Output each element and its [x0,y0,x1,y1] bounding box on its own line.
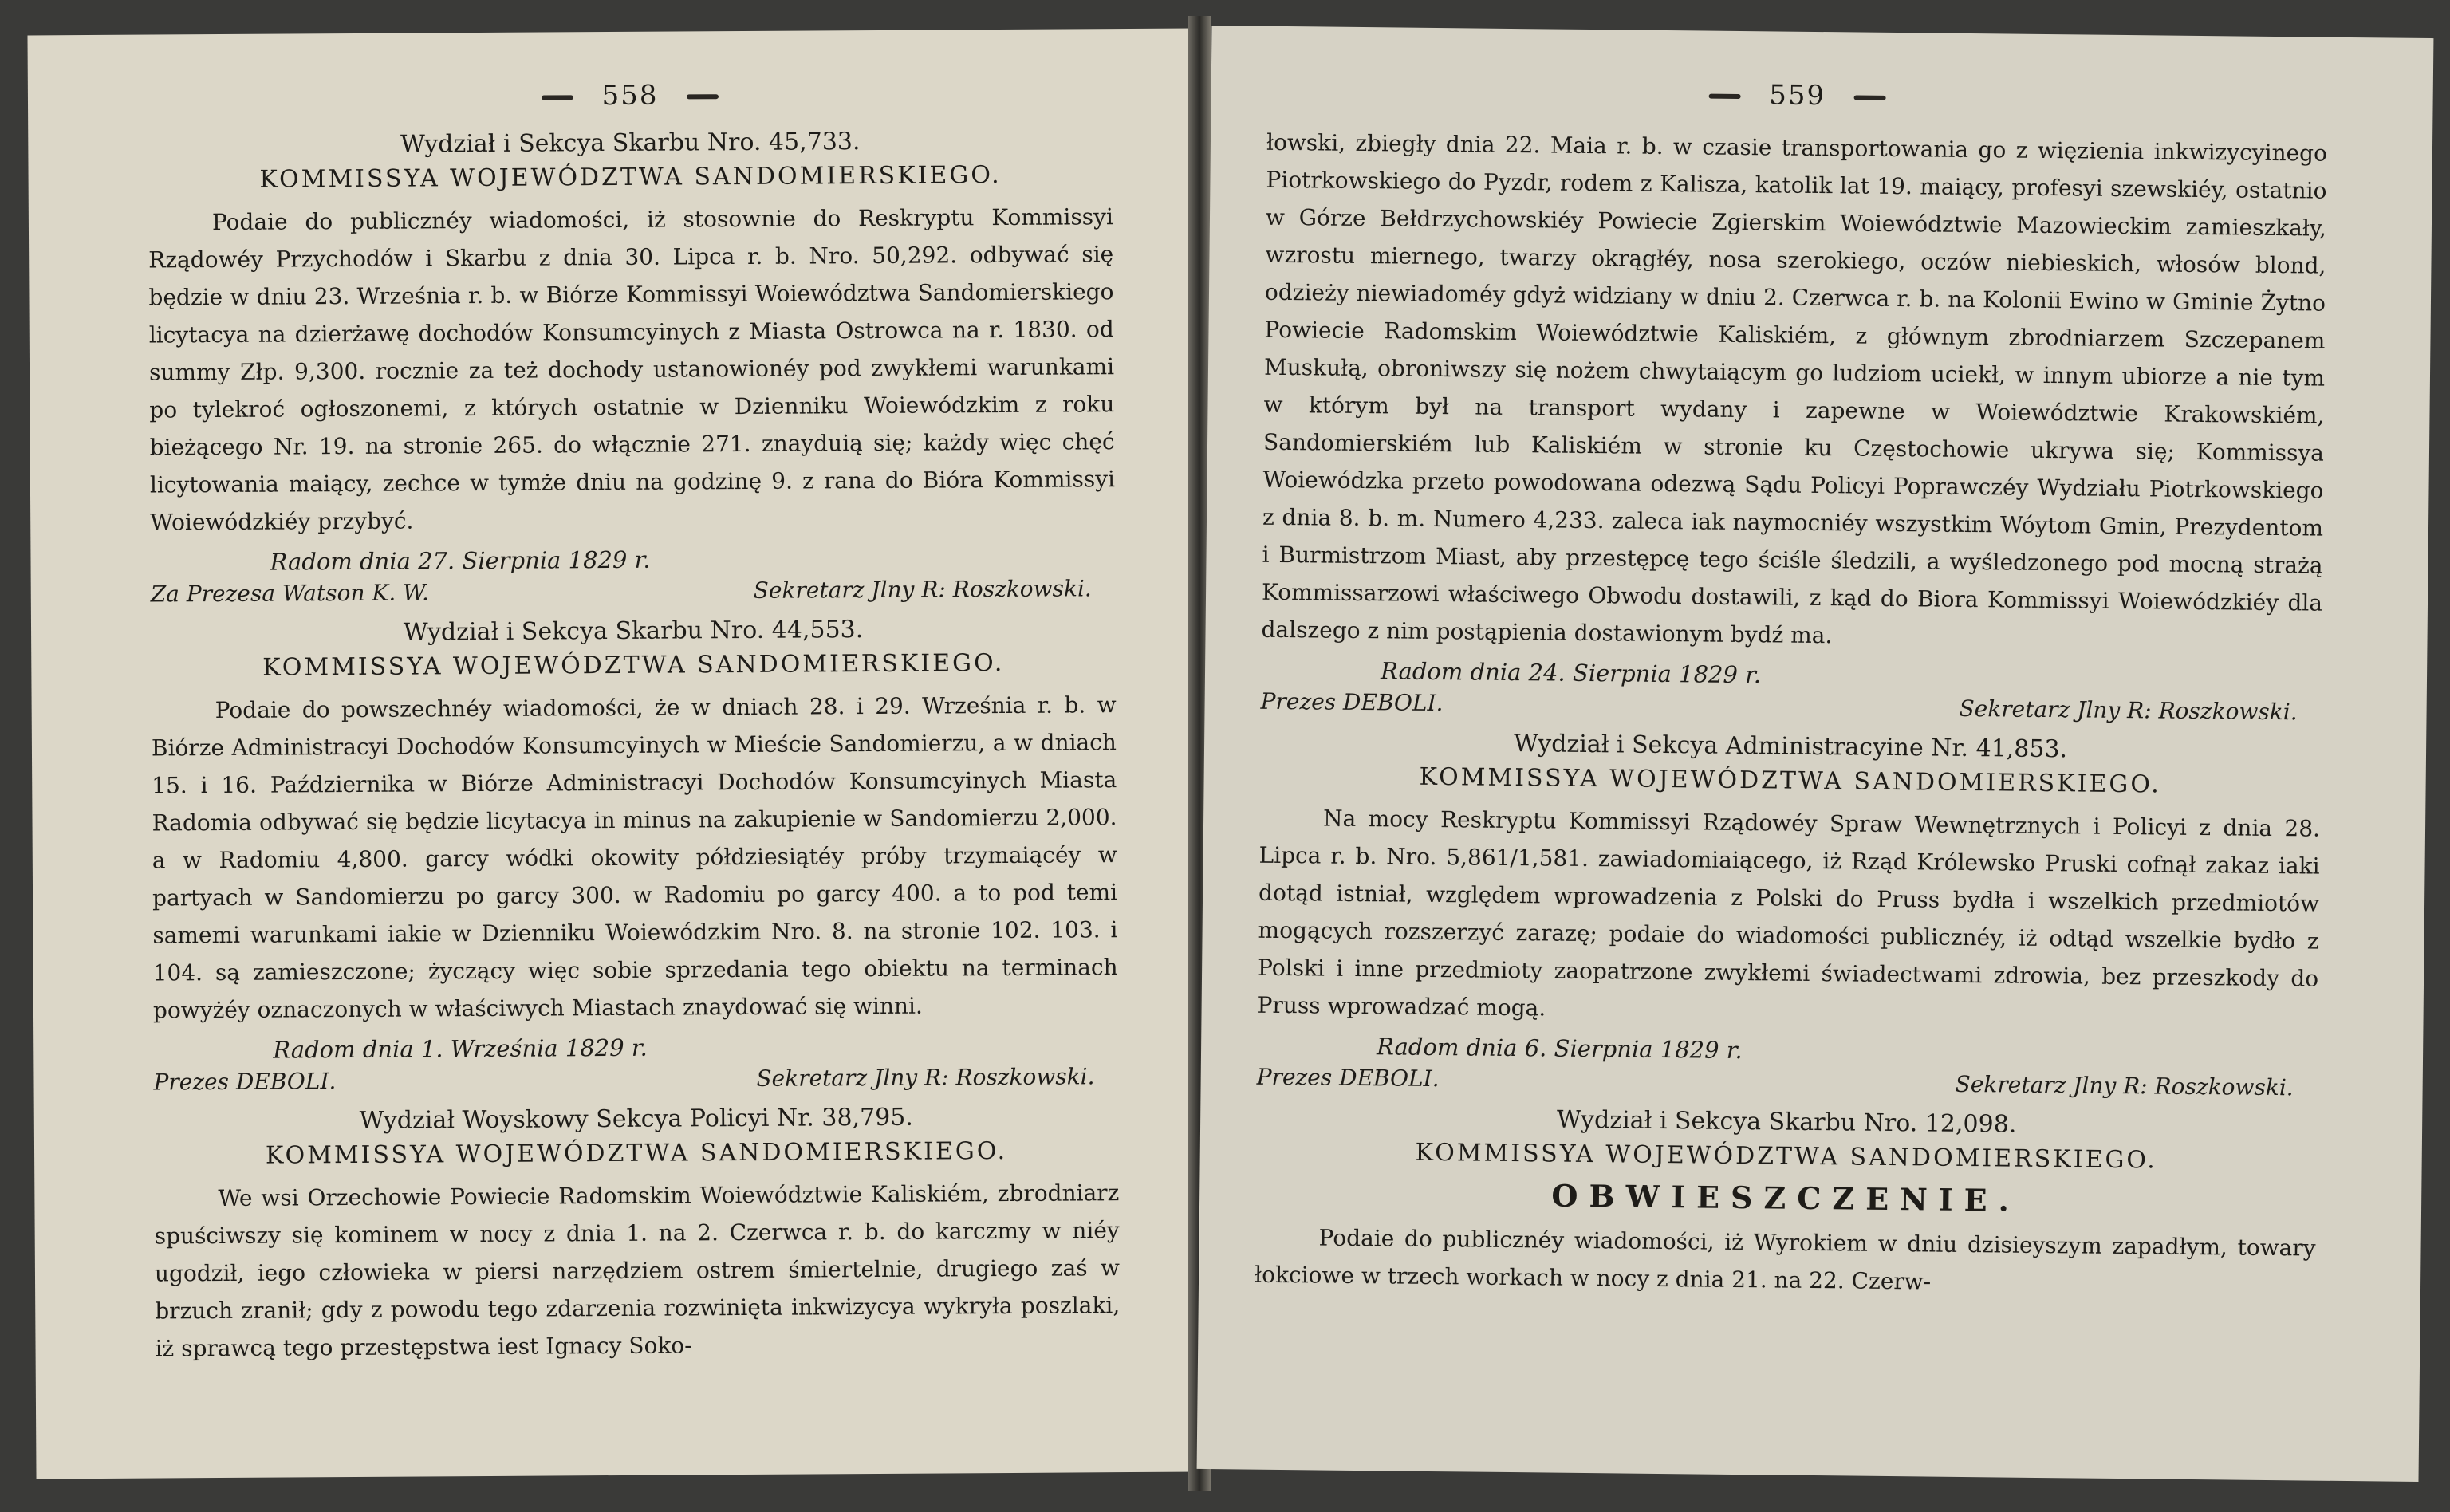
signature-right: Sekretarz Jlny R: Roszkowski. [753,575,1092,604]
signature-line [1257,1064,2318,1101]
commission-title: KOMMISSYA WOJEWÓDZTWA SANDOMIERSKIEGO. [262,649,1005,682]
signature-left: Prezes DEBOLI. [153,1068,337,1096]
notice-reference: Wydział i Sekcya Skarbu Nro. 44,553. [403,616,864,647]
notice-date: Radom dnia 1. Września 1829 r. [273,1034,648,1064]
right-page [1197,26,2434,1482]
signature-line [1260,688,2321,726]
notice-date: Radom dnia 27. Sierpnia 1829 r. [270,545,651,576]
signature-right: Sekretarz Jlny R: Roszkowski. [1955,1070,2294,1101]
commission-title: KOMMISSYA WOJEWÓDZTWA SANDOMIERSKIEGO. [265,1136,1008,1170]
signature-right: Sekretarz Jlny R: Roszkowski. [756,1063,1095,1092]
notice-date: Radom dnia 24. Sierpnia 1829 r. [1380,657,1762,689]
notice-body: We wsi Orzechowie Powiecie Radomskim Woiewództwie Kaliskiém, zbrodniarz spuściwszy się kominem w nocy z dnia 1. na 2. Czerwca r. b. do karczmy w niéy ugodził, iego człowieka w piersi narzędziem ostrem śmiertelnie, drugiego zaś w brzuch zranił; gdy z powodu tego zdarzenia rozwinięta inkwizycya wykryła poszlaki, iż sprawcą tego przestępstwa iest Ignacy Soko- [154,1179,1121,1362]
signature-right: Sekretarz Jlny R: Roszkowski. [1959,695,2298,726]
signature-line [153,1063,1118,1095]
commission-title: KOMMISSYA WOJEWÓDZTWA SANDOMIERSKIEGO. [1419,762,2161,799]
announcement-heading: OBWIESZCZENIE. [1551,1177,2021,1219]
notice-date: Radom dnia 6. Sierpnia 1829 r. [1376,1033,1743,1065]
notice-reference: Wydział i Sekcya Skarbu Nro. 12,098. [1556,1105,2017,1139]
notice-reference: Wydział i Sekcya Administracyine Nr. 41,853. [1513,730,2068,764]
commission-title: KOMMISSYA WOJEWÓDZTWA SANDOMIERSKIEGO. [1415,1138,2157,1175]
signature-line [151,575,1116,607]
signature-left: Za Prezesa Watson K. W. [150,579,429,608]
notice-reference: Wydział Woyskowy Sekcya Policyi Nr. 38,795. [359,1103,913,1135]
notice-body: Podaie do powszechnéy wiadomości, że w dniach 28. i 29. Września r. b. w Biórze Administracyi Dochodów Konsumcyinych w Mieście Sandomierzu, a w dniach 15. i 16. Października w Biórze Administracyi Dochodów Konsumcyinych Miasta Radomia odbywać się będzie licytacya in minus na zakupienie w Sandomierzu 2,000. a w Radomiu 4,800. garcy wódki okowity półdziesiątéy próby trzymaiącéy w partyach w Sandomierzu po garcy 300. w Radomiu po garcy 400. a to pod temi samemi warunkami iakie w Dzienniku Woiewódzkim Nro. 8. na stronie 102. 103. i 104. są zamieszczone; życzący więc sobie sprzedania tego obiektu na terminach powyżéy oznaczonych w właściwych Miastach znaydować się winni. [151,691,1118,1024]
left-page [27,29,1200,1479]
page-number: 558 [148,77,1113,114]
signature-left: Prezes DEBOLI. [1256,1063,1440,1093]
commission-title: KOMMISSYA WOJEWÓDZTWA SANDOMIERSKIEGO. [259,161,1002,194]
page-number: 559 [1266,74,2327,117]
notice-body: Podaie do publicznéy wiadomości, iż Wyrokiem w dniu dzisieyszym zapadłym, towary łokciowe w trzech workach w nocy z dnia 21. na 22. Czerw- [1254,1224,2316,1295]
notice-body: Na mocy Reskryptu Kommissyi Rządowéy Spraw Wewnętrznych i Policyi z dnia 28. Lipca r. b. Nro. 5,861/1,581. zawiadomiaiącego, iż Rząd Królewsko Pruski cofnął zakaz iaki dotąd istniał, względem wprowadzenia z Polski do Pruss bydła i wszelkich przedmiotów mogących rozszerzyć zarazę; podaie do wiadomości publicznéy, iż odtąd wszelkie bydło z Polski i inne przedmioty zaopatrzone zwykłemi świadectwami zdrowia, bez przeszkody do Pruss wprowadzać mogą. [1257,805,2321,1022]
continued-notice-body: łowski, zbiegły dnia 22. Maia r. b. w czasie transportowania go z więzienia inkwizycyinego Piotrkowskiego do Pyzdr, rodem z Kalisza, katolik lat 19. maiący, profesyi szewskiéy, ostatnio w Górze Bełdrzychowskiéy Powiecie Zgierskim Woiewództwie Mazowieckim zamieszkały, wzrostu miernego, twarzy okrągłéy, nosa szerokiego, oczów niebieskich, włosów blond, odzieży niewiadoméy gdyż widziany w dniu 2. Czerwca r. b. na Kolonii Ewino w Gminie Żytno Powiecie Radomskim Woiewództwie Kaliskiém, z głównym zbrodniarzem Szczepanem Muskułą, obroniwszy się nożem chwytaiącym go ludziom uciekł, w innym ubiorze a nie tym w którym był na transport wydany i zapewne w Woiewództwie Krakowskiém, Sandomierskiém lub Kaliskiém w stronie ku Częstochowie ukrywa się; Kommissya Woiewódzka przeto powodowana odezwą Sądu Policyi Poprawczéy Wydziału Piotrkowskiego z dnia 8. b. m. Numero 4,233. zaleca iak naymocniéy wszystkim Wóytom Gmin, Prezydentom i Burmistrzom Miast, aby przestępcę tego ściśle śledzili, a wyśledzonego pod mocną strażą Kommissarzowi właściwego Obwodu dostawili, z kąd do Biora Kommissyi Woiewódzkiéy dla dalszego z nim postąpienia dostawionym bydź ma. [1261,128,2328,649]
notice-body: Podaie do publicznéy wiadomości, iż stosownie do Reskryptu Kommissyi Rządowéy Przychodów i Skarbu z dnia 30. Lipca r. b. Nro. 50,292. odbywać się będzie w dniu 23. Września r. b. w Biórze Kommissyi Woiewództwa Sandomierskiego licytacya na dzierżawę dochodów Konsumcyinych z Miasta Ostrowca na r. 1830. od summy Złp. 9,300. rocznie za też dochody ustanowionéy pod zwykłemi warunkami po tylekroć ogłoszonemi, z których ostatnie w Dzienniku Woiewódzkim z roku bieżącego Nr. 19. na stronie 265. do włącznie 271. znayduią się; każdy więc chęć licytowania maiący, zechce w tymże dniu na godzinę 9. z rana do Bióra Kommissyi Woiewódzkiéy przybyć. [148,203,1116,536]
signature-left: Prezes DEBOLI. [1260,687,1444,717]
notice-reference: Wydział i Sekcya Skarbu Nro. 45,733. [400,128,861,159]
